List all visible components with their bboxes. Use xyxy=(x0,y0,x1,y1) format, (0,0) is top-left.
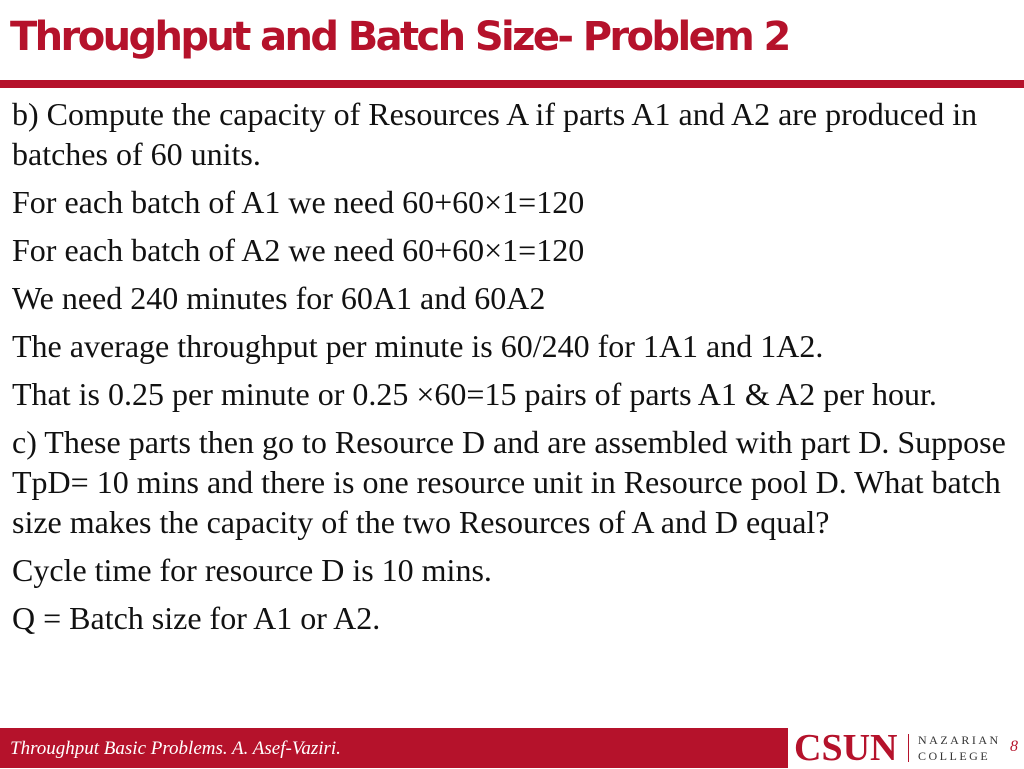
footer-caption: Throughput Basic Problems. A. Asef-Vaziri. xyxy=(10,738,341,759)
paragraph-average-throughput: The average throughput per minute is 60/240 for 1A1 and 1A2. xyxy=(12,328,824,364)
slide-body xyxy=(12,92,1012,644)
paragraph-a2-batch: For each batch of A2 we need 60+60×1=120 xyxy=(12,232,585,268)
footer-bar xyxy=(0,728,1024,768)
paragraph-batch-size-q: Q = Batch size for A1 or A2. xyxy=(12,600,381,636)
paragraph-part-b: b) Compute the capacity of Resources A if parts A1 and A2 are produced in batches of 60 units. xyxy=(12,96,978,172)
page-number: 8 xyxy=(1010,738,1018,755)
paragraph-hourly-rate: That is 0.25 per minute or 0.25 ×60=15 pairs of parts A1 & A2 per hour. xyxy=(12,376,937,412)
paragraph-a1-batch: For each batch of A1 we need 60+60×1=120 xyxy=(12,184,585,220)
slide-title: Throughput and Batch Size- Problem 2 xyxy=(10,14,789,60)
title-underline xyxy=(0,80,1024,88)
logo-divider xyxy=(908,734,909,762)
paragraph-part-c: c) These parts then go to Resource D and are assembled with part D. Suppose TpD= 10 mins and there is one resource unit in Resource pool D. What batch size makes the capacity of the two Resources of A and D equal? xyxy=(12,424,1006,540)
csun-nazarian-logo xyxy=(786,728,1024,768)
logo-nazarian-text: NAZARIAN xyxy=(918,733,1001,747)
paragraph-cycle-time: Cycle time for resource D is 10 mins. xyxy=(12,552,492,588)
logo-csun-wordmark: CSUN xyxy=(794,727,898,769)
logo-college-text: COLLEGE xyxy=(918,749,991,763)
paragraph-total-minutes: We need 240 minutes for 60A1 and 60A2 xyxy=(12,280,546,316)
